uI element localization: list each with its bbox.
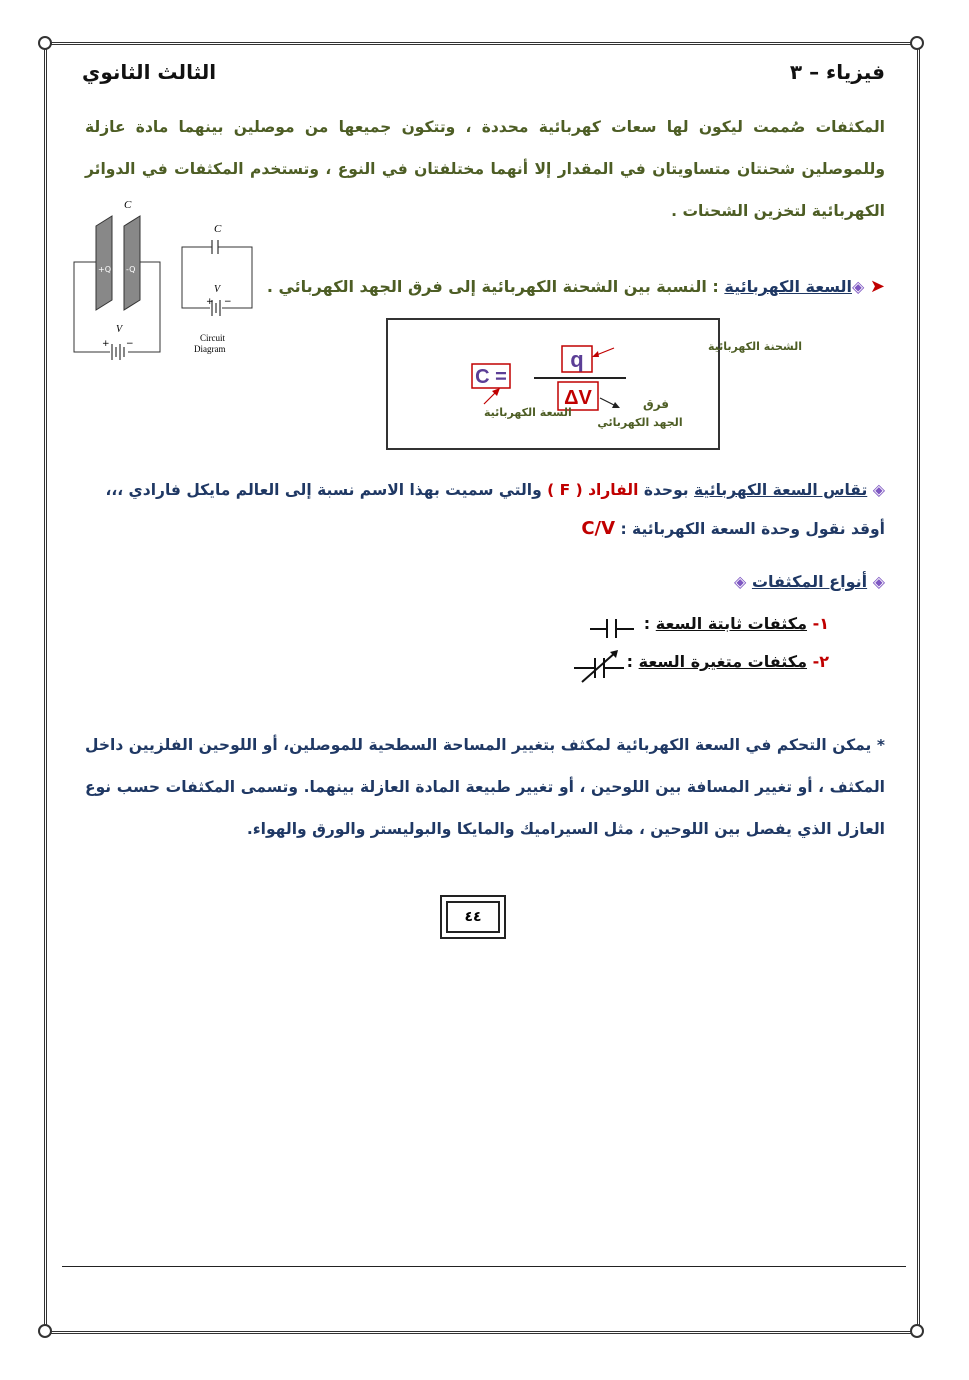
- diamond-bullet-icon: ◈: [734, 572, 747, 591]
- plate-label: C: [124, 199, 132, 211]
- formula-lhs: C =: [475, 366, 507, 388]
- types-item-label: مكثفات متغيرة السعة: [638, 652, 808, 671]
- note-paragraph: * يمكن التحكم في السعة الكهربائية لمكثف بتغيير المساحة السطحية للموصلين، أو اللوحين الفلزيين داخل المكثف ، أو تغيير المسافة بين اللوحين ، أو تغيير طبيعة المادة العازلة بينهما. وتسمى المكثفات حسب نوع العازل الذي يفصل بين اللوحين ، مثل السيراميك والمايكا والبوليستر والورق والهواء.: [85, 736, 885, 838]
- capacitor-figure: [68, 196, 268, 366]
- definition-text: : النسبة بين الشحنة الكهربائية إلى فرق الجهد الكهربائي .: [266, 277, 719, 296]
- frame-corner-ornament: [38, 36, 52, 50]
- label-voltage: الجهد الكهربائي: [597, 416, 683, 429]
- diamond-bullet-icon: ◈: [872, 572, 885, 591]
- unit-alt-text: أوقد نقول وحدة السعة الكهربائية :: [620, 520, 885, 538]
- battery-label: V: [116, 324, 123, 335]
- arrowhead-bullet-icon: ➤: [869, 276, 885, 297]
- plus-q-label: +Q: [98, 265, 111, 274]
- header-grade: الثالث الثانوي: [82, 60, 217, 84]
- diamond-bullet-icon: ◈: [872, 480, 885, 499]
- unit-line-2: [581, 518, 885, 539]
- svg-text:−: −: [224, 297, 232, 307]
- unit-text: بوحدة: [643, 481, 689, 499]
- formula-numerator: q: [570, 347, 584, 372]
- formula-svg: [388, 320, 802, 448]
- parallel-plate-diagram: [74, 199, 160, 360]
- frame-corner-ornament: [910, 1324, 924, 1338]
- intro-paragraph: المكثفات صُممت ليكون لها سعات كهربائية محددة ، وتتكون جميعها من موصلين بينهما مادة عازلة وللموصلين شحنتان متساويتان في المقدار إلا أنهما مختلفتان في النوع ، وتستخدم المكثفات في الدوائر الكهربائية لتخزين الشحنات .: [85, 118, 885, 220]
- frame-corner-ornament: [910, 36, 924, 50]
- fixed-capacitor-icon: [588, 616, 636, 640]
- unit-line-1: [85, 480, 885, 499]
- types-item-number: ٢-: [812, 652, 829, 671]
- label-voltage: فرق: [642, 397, 670, 411]
- definition-line: [267, 276, 885, 297]
- minus-q-label: -Q: [126, 265, 136, 274]
- types-item-number: ١-: [812, 614, 829, 633]
- unit-term: تقاس السعة الكهربائية: [694, 481, 868, 499]
- formula-box: [386, 318, 802, 450]
- unit-text: والتي سميت بهذا الاسم نسبة إلى العالم مايكل فارادي ،،،: [105, 481, 542, 499]
- frame-corner-ornament: [38, 1324, 52, 1338]
- variable-capacitor-icon: [572, 648, 628, 684]
- formula-denominator: ΔV: [564, 387, 592, 409]
- unit-symbol: ( F ): [547, 481, 583, 499]
- label-capacitance: السعة الكهربائية: [484, 406, 572, 419]
- svg-text:+: +: [206, 297, 214, 307]
- unit-alt-value: C/V: [581, 518, 616, 539]
- unit-farad: الفاراد: [588, 481, 639, 499]
- circuit-diagram: [182, 223, 252, 354]
- label-charge: الشحنة الكهربائية: [708, 340, 802, 353]
- page-number: ٤٤: [446, 901, 500, 933]
- types-item-label: مكثفات ثابتة السعة: [655, 614, 808, 633]
- circuit-caption: Diagram: [194, 344, 226, 354]
- types-item: [644, 614, 829, 633]
- circuit-bat-label: V: [214, 284, 221, 295]
- types-item-colon: :: [626, 652, 634, 671]
- types-item-colon: :: [643, 614, 651, 633]
- footer-divider: [62, 1266, 906, 1267]
- circuit-cap-label: C: [214, 223, 222, 235]
- header-subject: فيزياء – ٣: [789, 60, 885, 84]
- page-number-box: [440, 895, 506, 939]
- types-heading-text: أنواع المكثفات: [751, 572, 868, 591]
- types-heading: [734, 572, 885, 591]
- svg-text:−: −: [126, 339, 134, 349]
- svg-text:+: +: [102, 339, 110, 349]
- diamond-bullet-icon: ◈: [852, 277, 865, 296]
- types-item: [627, 652, 829, 671]
- circuit-caption: Circuit: [200, 333, 225, 343]
- definition-term: السعة الكهربائية: [724, 277, 853, 296]
